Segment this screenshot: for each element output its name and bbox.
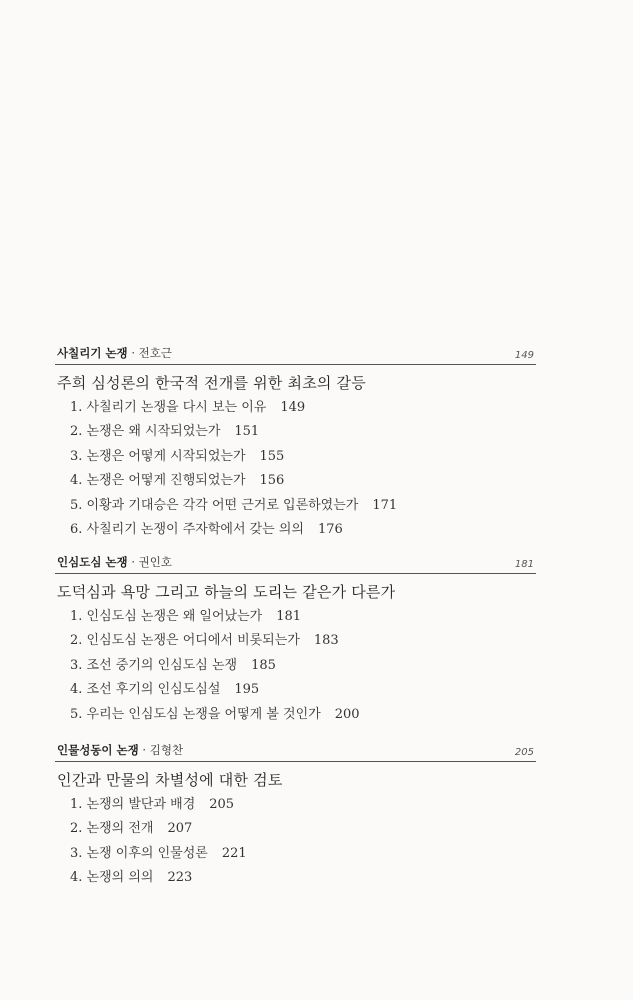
chapter-title: 1. 사칠리기 논쟁을 다시 보는 이유 — [70, 400, 267, 415]
section-title — [57, 345, 172, 361]
toc-section-sachil — [55, 344, 536, 542]
chapter-item[interactable] — [55, 445, 536, 469]
section-header — [55, 553, 536, 574]
chapter-title: 5. 우리는 인심도심 논쟁을 어떻게 볼 것인가 — [70, 706, 321, 722]
chapter-page: 171 — [372, 497, 398, 513]
chapter-page: 207 — [167, 821, 193, 837]
chapter-item[interactable] — [55, 469, 536, 493]
chapter-title: 1. 논쟁의 발단과 배경 — [70, 797, 196, 812]
section-subtitle: 도덕심과 욕망 그리고 하늘의 도리는 같은가 다른가 — [57, 583, 396, 601]
section-page-number: 149 — [514, 350, 534, 361]
chapter-page: 181 — [276, 609, 302, 624]
chapter-item[interactable] — [55, 793, 536, 817]
section-author: · 권인호 — [127, 555, 172, 569]
section-subtitle: 주희 심성론의 한국적 전개를 위한 최초의 갈등 — [57, 374, 366, 392]
chapter-title: 5. 이황과 기대승은 각각 어떤 근거로 입론하였는가 — [70, 497, 359, 513]
section-header — [55, 741, 536, 762]
toc-section-inmul — [55, 741, 536, 891]
chapter-page: 176 — [318, 521, 343, 537]
chapter-item[interactable] — [55, 518, 536, 542]
chapter-item[interactable] — [55, 817, 536, 841]
chapter-page: 183 — [313, 633, 339, 649]
chapter-title: 4. 조선 후기의 인심도심설 — [70, 682, 221, 698]
chapter-item[interactable] — [55, 703, 536, 727]
chapter-page: 185 — [251, 657, 276, 673]
chapter-title: 4. 논쟁의 의의 — [70, 870, 154, 886]
section-page-number: 205 — [514, 747, 534, 758]
section-author: · 김형찬 — [138, 743, 184, 757]
section-title-text: 인심도심 논쟁 — [57, 555, 128, 569]
section-header — [55, 344, 536, 365]
section-subtitle: 인간과 만물의 차별성에 대한 검토 — [57, 771, 283, 789]
chapter-title: 1. 인심도심 논쟁은 왜 일어났는가 — [70, 609, 263, 624]
chapter-item[interactable] — [55, 629, 536, 653]
section-title-text: 인물성동이 논쟁 — [57, 743, 139, 757]
chapter-page: 200 — [334, 706, 360, 722]
chapter-item[interactable] — [55, 678, 536, 702]
chapter-item[interactable] — [55, 866, 536, 890]
chapter-title: 3. 논쟁 이후의 인물성론 — [70, 845, 208, 861]
chapter-item[interactable] — [55, 842, 536, 866]
chapter-title: 2. 인심도심 논쟁은 어디에서 비롯되는가 — [70, 633, 300, 649]
chapter-title: 6. 사칠리기 논쟁이 주자학에서 갖는 의의 — [70, 521, 304, 537]
chapter-page: 156 — [259, 473, 285, 489]
chapter-item[interactable] — [55, 654, 536, 678]
section-title-text: 사칠리기 논쟁 — [57, 346, 128, 360]
chapter-list — [55, 396, 536, 542]
chapter-page: 223 — [167, 870, 193, 886]
section-title — [57, 742, 183, 758]
chapter-item[interactable] — [55, 494, 536, 518]
chapter-title: 4. 논쟁은 어떻게 진행되었는가 — [70, 473, 246, 489]
chapter-item[interactable] — [55, 605, 536, 629]
chapter-page: 149 — [280, 400, 306, 415]
chapter-list — [55, 793, 536, 891]
section-page-number: 181 — [514, 559, 534, 570]
chapter-page: 221 — [221, 845, 247, 861]
toc-section-insim — [55, 553, 536, 727]
chapter-title: 3. 논쟁은 어떻게 시작되었는가 — [70, 448, 246, 464]
chapter-item[interactable] — [55, 420, 536, 444]
chapter-item[interactable] — [55, 396, 536, 420]
chapter-page: 205 — [209, 797, 235, 812]
section-title — [57, 554, 172, 570]
chapter-list — [55, 605, 536, 727]
chapter-page: 155 — [259, 448, 285, 464]
chapter-page: 195 — [234, 682, 260, 698]
chapter-title: 3. 조선 중기의 인심도심 논쟁 — [70, 657, 238, 673]
section-author: · 전호근 — [127, 346, 172, 360]
chapter-title: 2. 논쟁은 왜 시작되었는가 — [70, 424, 221, 440]
chapter-title: 2. 논쟁의 전개 — [70, 821, 154, 837]
chapter-page: 151 — [234, 424, 260, 440]
